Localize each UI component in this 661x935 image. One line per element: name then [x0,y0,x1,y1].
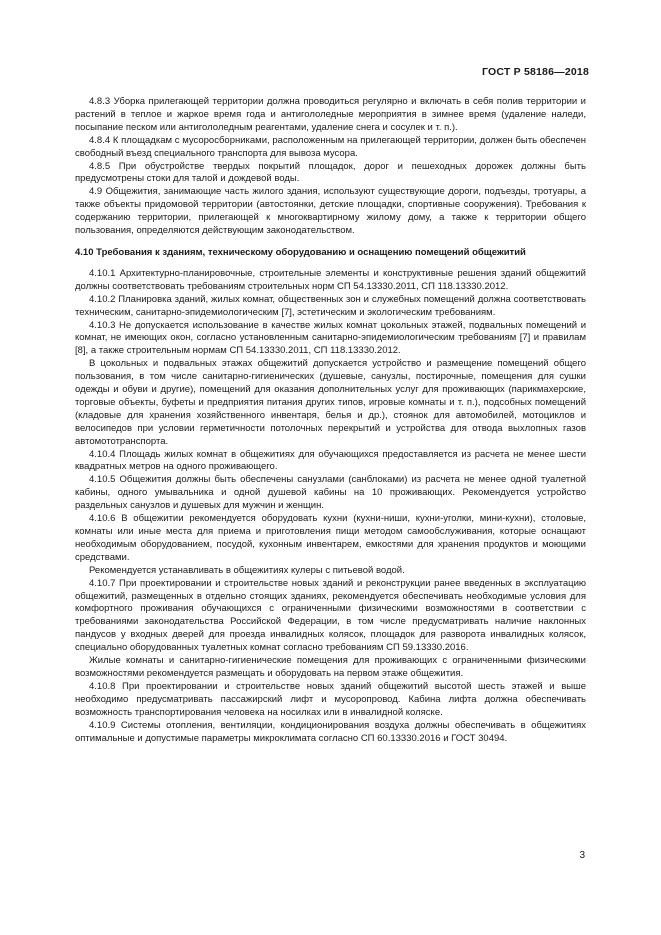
paragraph-4-9: 4.9 Общежития, занимающие часть жилого здания, используют существующие дороги, подъезды, тротуары, а также объекты придомовой территории (автостоянки, детские площадки, спортивные сооружения). Требования к содержанию территории, прилегающей к многоквартирному жилому дому, а также к территории общего пользования, определяются действующим законодательством. [75,186,586,237]
paragraph-4-10-4: 4.10.4 Площадь жилых комнат в общежитиях для обучающихся предоставляется из расчета не менее шести квадратных метров на одного проживающего. [75,448,586,473]
paragraph-4-10-2: 4.10.2 Планировка зданий, жилых комнат, общественных зон и служебных помещений должна соответствовать техническим, санитарно-эпидемиологическим [7], эстетическим и экологическим требованиям. [75,293,586,318]
page-number: 3 [579,850,585,861]
document-body [75,96,586,745]
paragraph-coolers: Рекомендуется устанавливать в общежитиях кулеры с питьевой водой. [89,564,405,576]
paragraph-4-10-1: 4.10.1 Архитектурно-планировочные, строительные элементы и конструктивные решения зданий общежитий должны соответствовать требованиям строительных норм СП 54.13330.2011, СП 118.13330.2012. [75,267,586,292]
paragraph-4-8-5: 4.8.5 При обустройстве твердых покрытий площадок, дорог и пешеходных дорожек должны быть предусмотрены стоки для талой и дождевой воды. [75,160,586,185]
paragraph-4-8-3: 4.8.3 Уборка прилегающей территории должна проводиться регулярно и включать в себя полив территории и растений в теплое и жаркое время года и антигололедные мероприятия в зимнее время (удаление наледи, посыпание песком или антигололедным реагентами, удаление снега и сосулек и т. п.). [75,96,586,133]
paragraph-4-8-4: 4.8.4 К площадкам с мусоросборниками, расположенным на прилегающей территории, должен быть обеспечен свободный въезд специального транспорта для вывоза мусора. [75,134,586,159]
document-header: ГОСТ Р 58186—2018 [481,66,589,78]
paragraph-4-10-3: 4.10.3 Не допускается использование в качестве жилых комнат цокольных этажей, подвальных помещений и комнат, не имеющих окон, согласно установленным санитарно-эпидемиологическим требованиям [7] и правилам [8], а также строительным нормам СП 54.13330.2011, СП 118.13330.2012. [75,319,586,357]
paragraph-4-10-6: 4.10.6 В общежитии рекомендуется оборудовать кухни (кухни-ниши, кухни-уголки, мини-кухни), столовые, комнаты или иные места для приема и приготовления пищи методом самообслуживания, которые оснащают необходимым оборудованием, посудой, кухонным инвентарем, емкостями для хранения продуктов и моющими средствами. [75,513,586,563]
paragraph-4-10-7: 4.10.7 При проектировании и строительстве новых зданий и реконструкции ранее введенных в эксплуатацию общежитий, размещенных в отдельно стоящих зданиях, рекомендуется обеспечивать необходимые условия для комфортного проживания обучающихся с ограниченными физическими возможностями в соответствии с требованиями законодательства Российской Федерации, в том числе предусматривать наличие наклонных пандусов у входных дверей для проезда инвалидных колясок, площадок для разворота инвалидных колясок, специально оборудованных туалетных комнат согласно требованиям СП 59.13330.2016. [75,577,586,654]
section-heading-4-10: 4.10 Требования к зданиям, техническому оборудованию и оснащению помещений общежитий [75,246,526,258]
paragraph-4-10-8: 4.10.8 При проектировании и строительстве новых зданий общежитий высотой шесть этажей и выше необходимо предусматривать пассажирский лифт и мусоропровод. Кабина лифта должна обеспечивать возможность транспортирования человека на носилках или в инвалидной коляске. [75,680,586,718]
paragraph-basement-use: В цокольных и подвальных этажах общежитий допускается устройство и размещение помещений общего пользования, в том числе санитарно-гигиенических (душевые, санузлы, постирочные, помещения для сушки одежды и обуви и другие), помещений для оказания дополнительных услуг для проживающих (парикмахерские, торговые объекты, буфеты и предприятия питания других типов, игровые комнаты и т. п.), подсобных помещений (кладовые для хранения хозяйственного инвентаря, белья и др.), стоянок для автомобилей, мотоциклов и велосипедов при условии герметичности потолочных перекрытий и устройства для отвода выхлопных газов автомототранспорта. [75,358,586,447]
paragraph-4-10-5: 4.10.5 Общежития должны быть обеспечены санузлами (санблоками) из расчета не менее одной туалетной кабины, одного умывальника и одной душевой кабины на 10 проживающих. Рекомендуется устройство раздельных санузлов и душевых для мужчин и женщин. [75,474,586,512]
paragraph-accessible-rooms: Жилые комнаты и санитарно-гигиенические помещения для проживающих с ограниченными физическими возможностями рекомендуется размещать и оборудовать на первом этаже общежития. [75,655,586,679]
paragraph-4-10-9: 4.10.9 Системы отопления, вентиляции, кондиционирования воздуха должны обеспечивать в общежитиях оптимальные и допустимые параметры микроклимата согласно СП 60.13330.2016 и ГОСТ 30494. [75,719,586,744]
